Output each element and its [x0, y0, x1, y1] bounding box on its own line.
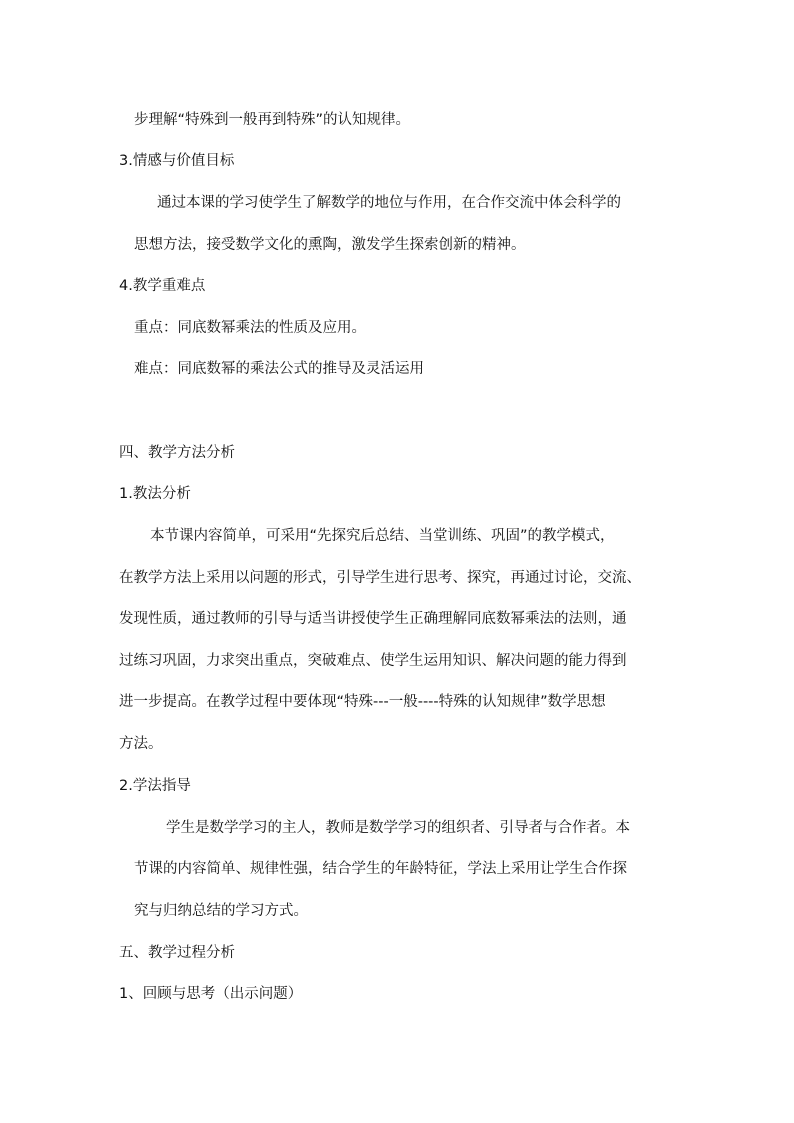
teaching-analysis-line-6: 方法。: [119, 736, 163, 752]
section-heading-key-difficulties: 4.教学重难点: [119, 278, 206, 294]
section-heading-teaching-methods: 四、教学方法分析: [119, 445, 235, 461]
teaching-analysis-line-2: 在教学方法上采用以问题的形式，引导学生进行思考、探究，再通过讨论，交流、: [119, 570, 641, 586]
teaching-analysis-line-4: 过练习巩固，力求突出重点，突破难点、使学生运用知识、解决问题的能力得到: [119, 653, 627, 669]
teaching-analysis-line-1: 本节课内容简单，可采用“先探究后总结、当堂训练、巩固”的教学模式，: [150, 528, 615, 544]
section-heading-teaching-process: 五、教学过程分析: [119, 945, 235, 961]
teaching-analysis-line-3: 发现性质，通过教师的引导与适当讲授使学生正确理解同底数幂乘法的法则，通: [119, 611, 627, 627]
subheading-teaching-analysis: 1.教法分析: [119, 486, 191, 502]
continued-paragraph-line: 步理解“特殊到一般再到特殊”的认知规律。: [134, 112, 411, 128]
section-heading-emotion-goals: 3.情感与价值目标: [119, 153, 235, 169]
key-point-line: 重点：同底数幂乘法的性质及应用。: [134, 320, 366, 336]
learning-guidance-line-2: 节课的内容简单、规律性强，结合学生的年龄特征，学法上采用让学生合作探: [134, 861, 627, 877]
subheading-learning-guidance: 2.学法指导: [119, 778, 191, 794]
subheading-review-and-think: 1、回顾与思考（出示问题）: [119, 986, 303, 1002]
emotion-goals-paragraph-line-2: 思想方法，接受数学文化的熏陶，激发学生探索创新的精神。: [134, 237, 526, 253]
difficulty-point-line: 难点：同底数幂的乘法公式的推导及灵活运用: [134, 361, 424, 377]
teaching-analysis-line-5: 进一步提高。在教学过程中要体现“特殊---一般----特殊的认知规律”数学思想: [119, 694, 606, 710]
learning-guidance-line-1: 学生是数学学习的主人，教师是数学学习的组织者、引导者与合作者。本: [166, 820, 630, 836]
emotion-goals-paragraph-line-1: 通过本课的学习使学生了解数学的地位与作用，在合作交流中体会科学的: [157, 195, 621, 211]
learning-guidance-line-3: 究与归纳总结的学习方式。: [134, 903, 308, 919]
